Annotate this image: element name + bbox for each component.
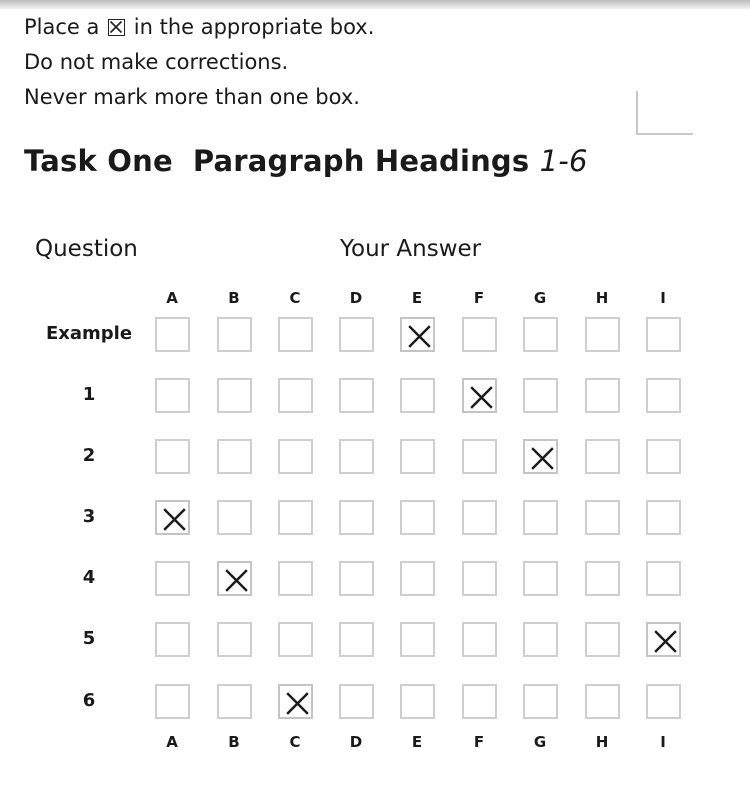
answer-box-example-g[interactable]	[523, 317, 558, 352]
option-letter-bottom-c: C	[289, 733, 301, 751]
row-label-2: 2	[82, 445, 96, 466]
option-letter-bottom-h: H	[595, 733, 609, 751]
answer-box-6-i[interactable]	[646, 684, 681, 719]
option-letter-bottom-d: D	[349, 733, 363, 751]
answer-box-1-c[interactable]	[278, 378, 313, 413]
option-letter-bottom-g: G	[533, 733, 547, 751]
instruction-text-after: in the appropriate box.	[133, 15, 375, 39]
answer-box-2-c[interactable]	[278, 439, 313, 474]
answer-box-1-f[interactable]	[462, 378, 497, 413]
instruction-line-1	[24, 15, 374, 39]
answer-box-3-h[interactable]	[585, 500, 620, 535]
answer-column-header: Your Answer	[340, 236, 482, 262]
instruction-text-before: Place a	[24, 15, 100, 39]
cross-mark-icon	[406, 323, 433, 350]
answer-box-6-h[interactable]	[585, 684, 620, 719]
answer-box-2-b[interactable]	[217, 439, 252, 474]
top-shadow-bar	[0, 0, 750, 9]
row-label-3: 3	[82, 506, 96, 527]
answer-box-6-d[interactable]	[339, 684, 374, 719]
answer-box-5-h[interactable]	[585, 622, 620, 657]
answer-box-5-e[interactable]	[400, 622, 435, 657]
answer-box-3-g[interactable]	[523, 500, 558, 535]
answer-box-1-g[interactable]	[523, 378, 558, 413]
answer-box-example-c[interactable]	[278, 317, 313, 352]
answer-box-1-i[interactable]	[646, 378, 681, 413]
answer-box-example-i[interactable]	[646, 317, 681, 352]
answer-box-2-a[interactable]	[155, 439, 190, 474]
answer-box-4-b[interactable]	[217, 561, 252, 596]
answer-box-4-g[interactable]	[523, 561, 558, 596]
question-column-header: Question	[35, 236, 138, 262]
task-subtitle: Paragraph Headings	[192, 144, 530, 178]
cross-mark-icon	[161, 506, 188, 533]
answer-box-1-e[interactable]	[400, 378, 435, 413]
answer-box-2-i[interactable]	[646, 439, 681, 474]
answer-box-1-h[interactable]	[585, 378, 620, 413]
answer-box-3-a[interactable]	[155, 500, 190, 535]
row-label-4: 4	[82, 567, 96, 588]
option-letter-top-c: C	[289, 289, 301, 307]
option-letter-bottom-b: B	[228, 733, 240, 751]
answer-box-4-h[interactable]	[585, 561, 620, 596]
option-letter-top-d: D	[349, 289, 363, 307]
answer-box-5-g[interactable]	[523, 622, 558, 657]
answer-box-1-b[interactable]	[217, 378, 252, 413]
row-label-6: 6	[82, 690, 96, 711]
answer-box-3-f[interactable]	[462, 500, 497, 535]
option-letter-top-g: G	[533, 289, 547, 307]
answer-box-2-g[interactable]	[523, 439, 558, 474]
answer-box-example-f[interactable]	[462, 317, 497, 352]
answer-box-1-d[interactable]	[339, 378, 374, 413]
corner-mark	[636, 91, 693, 135]
option-letter-top-f: F	[473, 289, 485, 307]
answer-box-3-d[interactable]	[339, 500, 374, 535]
answer-box-example-b[interactable]	[217, 317, 252, 352]
answer-box-1-a[interactable]	[155, 378, 190, 413]
option-letter-top-e: E	[411, 289, 423, 307]
answer-box-5-a[interactable]	[155, 622, 190, 657]
option-letter-top-a: A	[166, 289, 178, 307]
answer-box-3-i[interactable]	[646, 500, 681, 535]
crossed-box-icon	[108, 19, 125, 36]
answer-box-4-d[interactable]	[339, 561, 374, 596]
task-heading	[24, 144, 588, 178]
answer-box-6-f[interactable]	[462, 684, 497, 719]
answer-box-4-a[interactable]	[155, 561, 190, 596]
option-letter-bottom-e: E	[411, 733, 423, 751]
option-letter-top-h: H	[595, 289, 609, 307]
cross-mark-icon	[652, 628, 679, 655]
answer-box-example-a[interactable]	[155, 317, 190, 352]
row-label-example: Example	[45, 323, 133, 344]
option-letter-top-b: B	[228, 289, 240, 307]
cross-mark-icon	[223, 567, 250, 594]
task-title: Task One	[24, 144, 173, 178]
option-letter-bottom-f: F	[473, 733, 485, 751]
option-letter-bottom-a: A	[166, 733, 178, 751]
answer-box-2-f[interactable]	[462, 439, 497, 474]
instruction-line-2: Do not make corrections.	[24, 50, 289, 74]
answer-box-6-c[interactable]	[278, 684, 313, 719]
answer-box-5-b[interactable]	[217, 622, 252, 657]
cross-mark-icon	[468, 384, 495, 411]
answer-box-6-g[interactable]	[523, 684, 558, 719]
answer-box-4-i[interactable]	[646, 561, 681, 596]
answer-box-5-d[interactable]	[339, 622, 374, 657]
option-letter-bottom-i: I	[660, 733, 666, 751]
answer-box-6-b[interactable]	[217, 684, 252, 719]
answer-box-example-e[interactable]	[400, 317, 435, 352]
task-range: 1-6	[539, 144, 588, 178]
answer-box-5-f[interactable]	[462, 622, 497, 657]
row-label-5: 5	[82, 628, 96, 649]
answer-box-3-e[interactable]	[400, 500, 435, 535]
answer-box-4-c[interactable]	[278, 561, 313, 596]
answer-box-6-e[interactable]	[400, 684, 435, 719]
option-letter-top-i: I	[660, 289, 666, 307]
answer-box-4-e[interactable]	[400, 561, 435, 596]
answer-box-3-b[interactable]	[217, 500, 252, 535]
cross-mark-icon	[284, 690, 311, 717]
answer-box-5-c[interactable]	[278, 622, 313, 657]
answer-box-example-h[interactable]	[585, 317, 620, 352]
answer-box-6-a[interactable]	[155, 684, 190, 719]
cross-mark-icon	[529, 445, 556, 472]
instruction-line-3: Never mark more than one box.	[24, 85, 360, 109]
answer-box-5-i[interactable]	[646, 622, 681, 657]
answer-box-2-d[interactable]	[339, 439, 374, 474]
answer-box-2-h[interactable]	[585, 439, 620, 474]
answer-box-2-e[interactable]	[400, 439, 435, 474]
answer-box-3-c[interactable]	[278, 500, 313, 535]
answer-box-example-d[interactable]	[339, 317, 374, 352]
row-label-1: 1	[82, 384, 96, 405]
answer-box-4-f[interactable]	[462, 561, 497, 596]
